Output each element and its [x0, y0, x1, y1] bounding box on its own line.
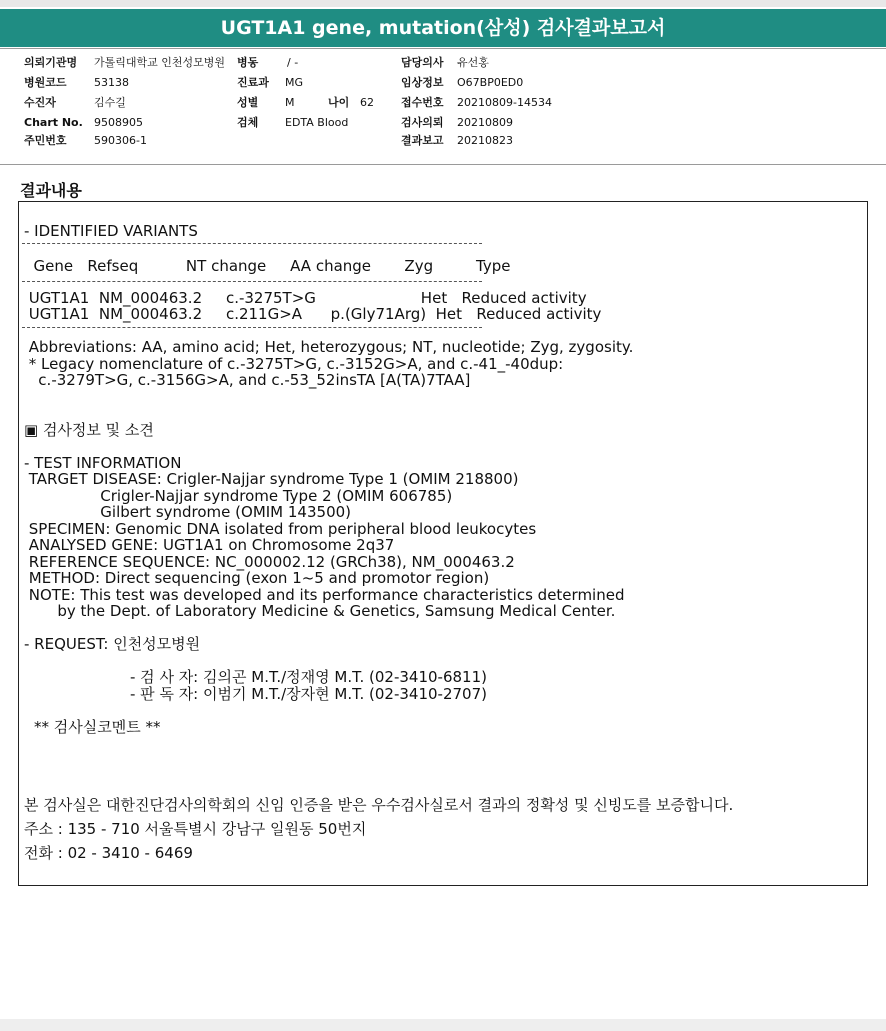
examiner-text: - 검 사 자: 김의곤 M.T./정재영 M.T. (02-3410-6811) [130, 668, 487, 686]
legacy-nomenclature-1: * Legacy nomenclature of c.-3275T>G, c.-3152G>A, and c.-41_-40dup: [24, 355, 564, 373]
method-text: METHOD: Direct sequencing (exon 1~5 and promotor region) [24, 569, 490, 587]
chart-no-field [24, 116, 143, 130]
sex-label: 성별 [237, 96, 259, 109]
age-field [328, 96, 374, 110]
age-value: 62 [360, 96, 374, 109]
sex-field [237, 96, 295, 110]
reference-sequence-text: REFERENCE SEQUENCE: NC_000002.12 (GRCh38), NM_000463.2 [24, 553, 515, 571]
report-title: UGT1A1 gene, mutation(삼성) 검사결과보고서 [0, 9, 886, 47]
hospital-code-label: 병원코드 [24, 76, 67, 89]
doctor-label: 담당의사 [401, 56, 444, 69]
report-date-field [401, 134, 513, 148]
report-date-label: 결과보고 [401, 134, 444, 147]
request-text: - REQUEST: 인천성모병원 [24, 635, 201, 653]
analysed-gene-text: ANALYSED GENE: UGT1A1 on Chromosome 2q37 [24, 536, 395, 554]
test-information-heading: - TEST INFORMATION [24, 454, 182, 472]
institution-field [24, 56, 226, 70]
request-date-value: 20210809 [457, 116, 513, 129]
rrn-value: 590306-1 [94, 134, 147, 147]
header-divider [0, 48, 886, 49]
recipient-label: 수진자 [24, 96, 56, 109]
table-divider-mid [22, 281, 482, 282]
recipient-value: 김수길 [94, 96, 126, 109]
variant-table-header: Gene Refseq NT change AA change Zyg Type [24, 257, 511, 275]
receipt-no-value: 20210809-14534 [457, 96, 552, 109]
note-text-2: by the Dept. of Laboratory Medicine & Genetics, Samsung Medical Center. [24, 602, 616, 620]
reader-text: - 판 독 자: 이범기 M.T./장자현 M.T. (02-3410-2707) [130, 685, 487, 703]
exam-info-heading: ▣ 검사정보 및 소견 [24, 421, 154, 439]
lab-phone: 전화 : 02 - 3410 - 6469 [24, 844, 193, 862]
identified-variants-heading: - IDENTIFIED VARIANTS [24, 222, 198, 240]
age-label: 나이 [328, 96, 350, 109]
dept-field [237, 76, 304, 90]
bottom-strip [0, 1019, 886, 1031]
ward-value: / - [287, 56, 299, 69]
recipient-field [24, 96, 126, 110]
rrn-field [24, 134, 147, 148]
request-date-field [401, 116, 513, 130]
sex-value: M [285, 96, 295, 109]
institution-value: 가톨릭대학교 인천성모병원 [94, 56, 226, 69]
lab-address: 주소 : 135 - 710 서울특별시 강남구 일원동 50번지 [24, 820, 367, 838]
chart-no-value: 9508905 [94, 116, 143, 129]
variant-row-2: UGT1A1 NM_000463.2 c.211G>A p.(Gly71Arg) Het Reduced activity [24, 305, 602, 323]
specimen-value: EDTA Blood [285, 116, 349, 129]
legacy-nomenclature-2: c.-3279T>G, c.-3156G>A, and c.-53_52insTA [A(TA)7TAA] [24, 371, 471, 389]
table-divider-top [22, 243, 482, 244]
target-disease-1: TARGET DISEASE: Crigler-Najjar syndrome Type 1 (OMIM 218800) [24, 470, 519, 488]
dept-label: 진료과 [237, 76, 269, 89]
specimen-text: SPECIMEN: Genomic DNA isolated from peripheral blood leukocytes [24, 520, 537, 538]
request-date-label: 검사의뢰 [401, 116, 444, 129]
report-date-value: 20210823 [457, 134, 513, 147]
clinical-info-value: O67BP0ED0 [457, 76, 524, 89]
specimen-label: 검체 [237, 116, 259, 129]
result-section-title: 결과내용 [20, 181, 82, 200]
dept-value: MG [285, 76, 304, 89]
chart-no-label: Chart No. [24, 116, 83, 129]
institution-label: 의뢰기관명 [24, 56, 78, 69]
specimen-field [237, 116, 349, 130]
clinical-info-field [401, 76, 524, 90]
certification-statement: 본 검사실은 대한진단검사의학회의 신임 인증을 받은 우수검사실로서 결과의 정확성 및 신빙도를 보증합니다. [24, 796, 734, 814]
rrn-label: 주민번호 [24, 134, 67, 147]
note-text-1: NOTE: This test was developed and its performance characteristics determined [24, 586, 625, 604]
doctor-field [401, 56, 489, 70]
table-divider-bottom [22, 327, 482, 328]
lab-comment-heading: ** 검사실코멘트 ** [34, 718, 161, 736]
target-disease-2: Crigler-Najjar syndrome Type 2 (OMIM 606785) [24, 487, 453, 505]
ward-field [237, 56, 299, 70]
doctor-value: 유선홍 [457, 56, 489, 69]
top-strip [0, 0, 886, 7]
target-disease-3: Gilbert syndrome (OMIM 143500) [24, 503, 352, 521]
abbreviations-text: Abbreviations: AA, amino acid; Het, heterozygous; NT, nucleotide; Zyg, zygosity. [24, 338, 634, 356]
info-divider [0, 164, 886, 165]
receipt-no-field [401, 96, 552, 110]
receipt-no-label: 접수번호 [401, 96, 444, 109]
hospital-code-field [24, 76, 129, 90]
ward-label: 병동 [237, 56, 259, 69]
hospital-code-value: 53138 [94, 76, 129, 89]
variant-row-1: UGT1A1 NM_000463.2 c.-3275T>G Het Reduced activity [24, 289, 587, 307]
clinical-info-label: 임상정보 [401, 76, 444, 89]
